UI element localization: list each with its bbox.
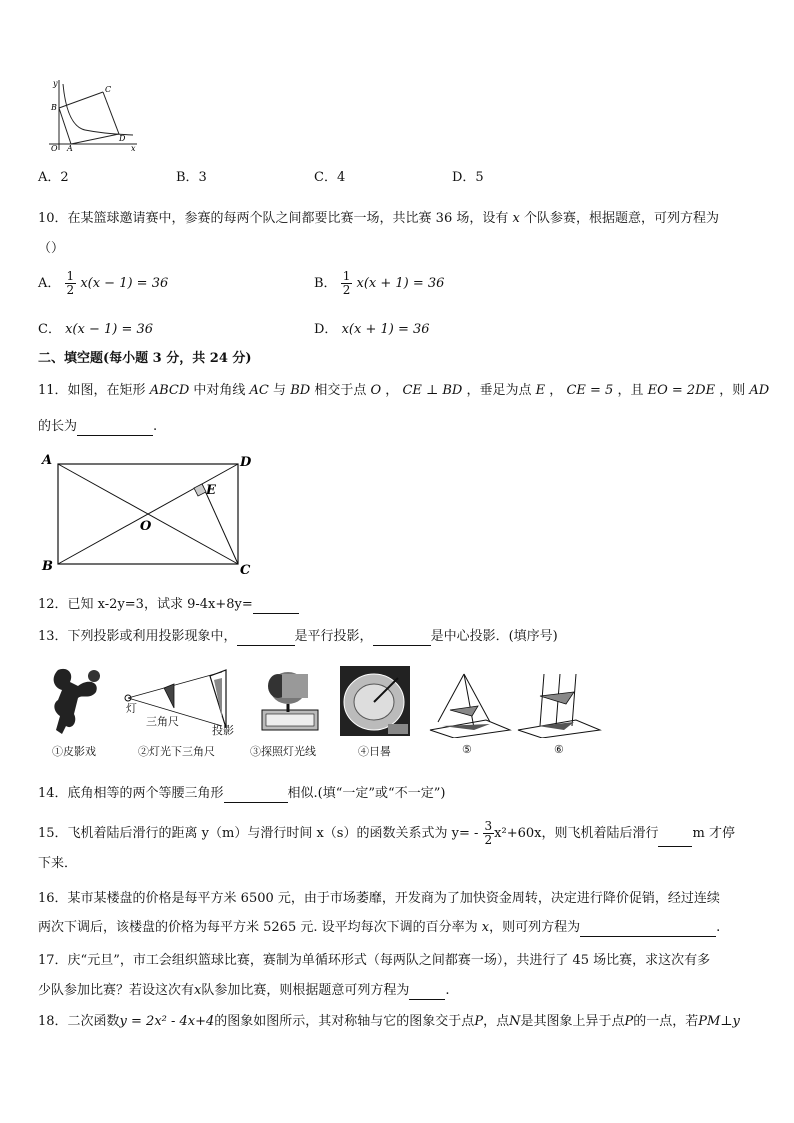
q11-a: 11．如图，在矩形 bbox=[38, 383, 146, 398]
q10-stem-a: 10．在某篮球邀请赛中，参赛的每两个队之间都要比赛一场，共比赛 36 场，设有 bbox=[38, 211, 509, 226]
q18-n: N bbox=[509, 1014, 521, 1029]
q12-answer-blank[interactable] bbox=[253, 599, 299, 614]
q18-c: ，点 bbox=[483, 1014, 510, 1029]
q13-caption-4: ④日晷 bbox=[358, 745, 391, 758]
q13-caption-3: ③探照灯光线 bbox=[250, 745, 316, 758]
q10-option-b-num: 1 bbox=[342, 269, 351, 283]
section-fill-in-heading: 二、填空题(每小题 3 分，共 24 分) bbox=[38, 351, 252, 366]
q11-fig-label-B: B bbox=[42, 559, 53, 574]
q15-frac-num: 3 bbox=[484, 819, 493, 833]
q17-stem-line2 bbox=[38, 982, 450, 1000]
q13-b: 是平行投影， bbox=[294, 629, 373, 644]
q16-stem-line2 bbox=[38, 919, 720, 937]
q10-option-c-expr: x(x − 1) = 36 bbox=[65, 322, 154, 337]
q17-line2-end: . bbox=[445, 983, 450, 998]
q13-lamp-label: 灯 bbox=[126, 702, 137, 715]
q13-sundial-image bbox=[338, 664, 412, 738]
q18-stem-line1 bbox=[38, 1013, 740, 1031]
q10-option-b-label: B． bbox=[314, 276, 337, 291]
q11-fig-label-D: D bbox=[240, 455, 252, 470]
q10-stem-line1 bbox=[38, 210, 719, 228]
q13-central-blank[interactable] bbox=[373, 631, 431, 646]
q13-caption-1: ①皮影戏 bbox=[52, 745, 96, 758]
q15-frac-den: 2 bbox=[484, 833, 493, 847]
q10-option-b bbox=[314, 270, 444, 297]
q13-caption-6: ⑥ bbox=[554, 743, 564, 756]
q12-stem bbox=[38, 596, 299, 614]
q10-option-a-num: 1 bbox=[66, 269, 75, 283]
q11-eo: EO = 2DE bbox=[647, 383, 716, 398]
q16-stem-line1: 16．某市某楼盘的价格是每平方米 6500 元，由于市场萎靡，开发商为了加快资金周转，决定进行降价促销，经过连续 bbox=[38, 891, 720, 906]
q9-label-O: O bbox=[51, 144, 58, 153]
q15-c: m 才停 bbox=[692, 826, 735, 841]
q17-stem-line1: 17．庆“元旦”，市工会组织篮球比赛，赛制为单循环形式（每两队之间都赛一场），共进行了 45 场比赛，求这次有多 bbox=[38, 953, 711, 968]
q13-searchlight-image bbox=[248, 664, 328, 738]
q13-c: 是中心投影．(填序号) bbox=[430, 629, 558, 644]
q10-option-b-expr: x(x + 1) = 36 bbox=[356, 276, 445, 291]
q11-e-point: E bbox=[535, 383, 546, 398]
q18-b: 的图象如图所示，其对称轴与它的图象交于点 bbox=[214, 1014, 475, 1029]
q12-text: 12．已知 x-2y=3，试求 9-4x+8y= bbox=[38, 597, 253, 612]
q13-caption-2: ②灯光下三角尺 bbox=[138, 745, 215, 758]
q10-stem-line2: （） bbox=[38, 241, 65, 256]
q11-stem-line2 bbox=[38, 418, 157, 436]
q11-fig-label-E: E bbox=[206, 483, 216, 498]
q13-ruler-label: 三角尺 bbox=[146, 715, 179, 728]
q9-label-A: A bbox=[67, 144, 73, 153]
q11-h: ，且 bbox=[617, 383, 644, 398]
q15-answer-blank[interactable] bbox=[658, 832, 692, 847]
q11-e: ， bbox=[385, 383, 399, 398]
q10-option-a-fraction bbox=[65, 270, 77, 297]
q17-line2-b: 队参加比赛，则根据题意可列方程为 bbox=[201, 983, 410, 998]
q11-b: 中对角线 bbox=[193, 383, 246, 398]
q15-fraction bbox=[483, 820, 495, 847]
q15-stem-line1 bbox=[38, 820, 735, 847]
q13-figure6-image bbox=[516, 670, 602, 738]
q13-stem bbox=[38, 628, 558, 646]
q11-line2: 的长为 bbox=[38, 419, 78, 434]
q11-o: O bbox=[370, 383, 382, 398]
q9-graph bbox=[45, 78, 140, 153]
q16-answer-blank[interactable] bbox=[580, 922, 716, 937]
q9-option-d: D．5 bbox=[452, 170, 484, 185]
q13-caption-5: ⑤ bbox=[462, 743, 472, 756]
q18-a: 18．二次函数 bbox=[38, 1014, 120, 1029]
q9-label-C: C bbox=[105, 85, 112, 94]
q9-label-D: D bbox=[119, 134, 126, 143]
q11-d: 相交于点 bbox=[314, 383, 367, 398]
q11-c: 与 bbox=[273, 383, 287, 398]
q11-rectangle-figure bbox=[38, 452, 263, 577]
q10-option-a-label: A． bbox=[38, 276, 61, 291]
q11-f: ，垂足为点 bbox=[466, 383, 532, 398]
q11-ac: AC bbox=[249, 383, 269, 398]
q15-a: 15．飞机着陆后滑行的距离 y（m）与滑行时间 x（s）的函数关系式为 y= - bbox=[38, 826, 479, 841]
q9-label-y: y bbox=[53, 79, 58, 88]
q9-label-B: B bbox=[51, 103, 57, 112]
q18-pm: PM⊥y bbox=[698, 1014, 740, 1029]
q11-answer-blank[interactable] bbox=[77, 421, 153, 436]
q11-bd: BD bbox=[290, 383, 311, 398]
q11-fig-label-C: C bbox=[240, 563, 251, 577]
q15-stem-line2: 下来． bbox=[38, 856, 78, 871]
q10-stem-b: 个队参赛，根据题意，可列方程为 bbox=[523, 211, 719, 226]
q11-ce-bd: CE ⊥ BD bbox=[402, 383, 463, 398]
q11-line2-end: . bbox=[153, 419, 158, 434]
q10-option-a-expr: x(x − 1) = 36 bbox=[80, 276, 169, 291]
q13-shadow-play-image bbox=[44, 664, 108, 738]
q16-line2-end: . bbox=[716, 920, 721, 935]
q13-shadow-label: 投影 bbox=[212, 724, 234, 737]
q9-option-a: A．2 bbox=[38, 170, 69, 185]
q10-option-d-expr: x(x + 1) = 36 bbox=[341, 322, 430, 337]
q9-option-c: C．4 bbox=[314, 170, 346, 185]
q11-fig-label-O: O bbox=[140, 519, 152, 534]
q11-abcd: ABCD bbox=[149, 383, 190, 398]
q13-figure5-image bbox=[428, 670, 512, 738]
q11-ce5: CE = 5 bbox=[566, 383, 614, 398]
q10-var: x bbox=[512, 211, 520, 226]
q15-b: x²+60x，则飞机着陆后滑行 bbox=[494, 826, 659, 841]
q10-option-b-den: 2 bbox=[342, 283, 351, 297]
q10-option-c bbox=[38, 318, 153, 337]
q13-parallel-blank[interactable] bbox=[237, 631, 295, 646]
q16-line2-a: 两次下调后，该楼盘的价格为每平方米 5265 元. 设平均每次下调的百分率为 bbox=[38, 920, 478, 935]
q11-i: ，则 bbox=[719, 383, 746, 398]
q10-option-d bbox=[314, 318, 430, 337]
q16-var: x bbox=[481, 920, 490, 935]
q14-b: 相似.(填“一定”或“不一定”) bbox=[287, 786, 446, 801]
q14-a: 14．底角相等的两个等腰三角形 bbox=[38, 786, 224, 801]
q10-option-b-fraction bbox=[341, 270, 353, 297]
q9-option-b: B．3 bbox=[176, 170, 207, 185]
q13-a: 13．下列投影或利用投影现象中， bbox=[38, 629, 237, 644]
q14-stem bbox=[38, 785, 445, 803]
q10-option-a bbox=[38, 270, 168, 297]
q18-d: 是其图象上异于点 bbox=[520, 1014, 625, 1029]
q11-g: ， bbox=[549, 383, 563, 398]
q17-answer-blank[interactable] bbox=[409, 985, 445, 1000]
q11-stem-line1 bbox=[38, 382, 769, 400]
q16-line2-b: ，则可列方程为 bbox=[489, 920, 581, 935]
q18-p: P bbox=[474, 1014, 484, 1029]
q11-fig-label-A: A bbox=[42, 453, 53, 468]
q18-e: 的一点，若 bbox=[633, 1014, 699, 1029]
q11-ad: AD bbox=[749, 383, 770, 398]
q9-label-x: x bbox=[131, 144, 136, 153]
q18-p2: P bbox=[624, 1014, 634, 1029]
q18-func: y = 2x² - 4x+4 bbox=[119, 1014, 215, 1029]
q10-option-d-label: D． bbox=[314, 322, 338, 337]
q14-answer-blank[interactable] bbox=[224, 788, 288, 803]
q17-line2-a: 少队参加比赛？若设这次有 bbox=[38, 983, 195, 998]
q10-option-c-label: C． bbox=[38, 322, 61, 337]
q17-var: x bbox=[194, 983, 202, 998]
q10-option-a-den: 2 bbox=[66, 283, 75, 297]
